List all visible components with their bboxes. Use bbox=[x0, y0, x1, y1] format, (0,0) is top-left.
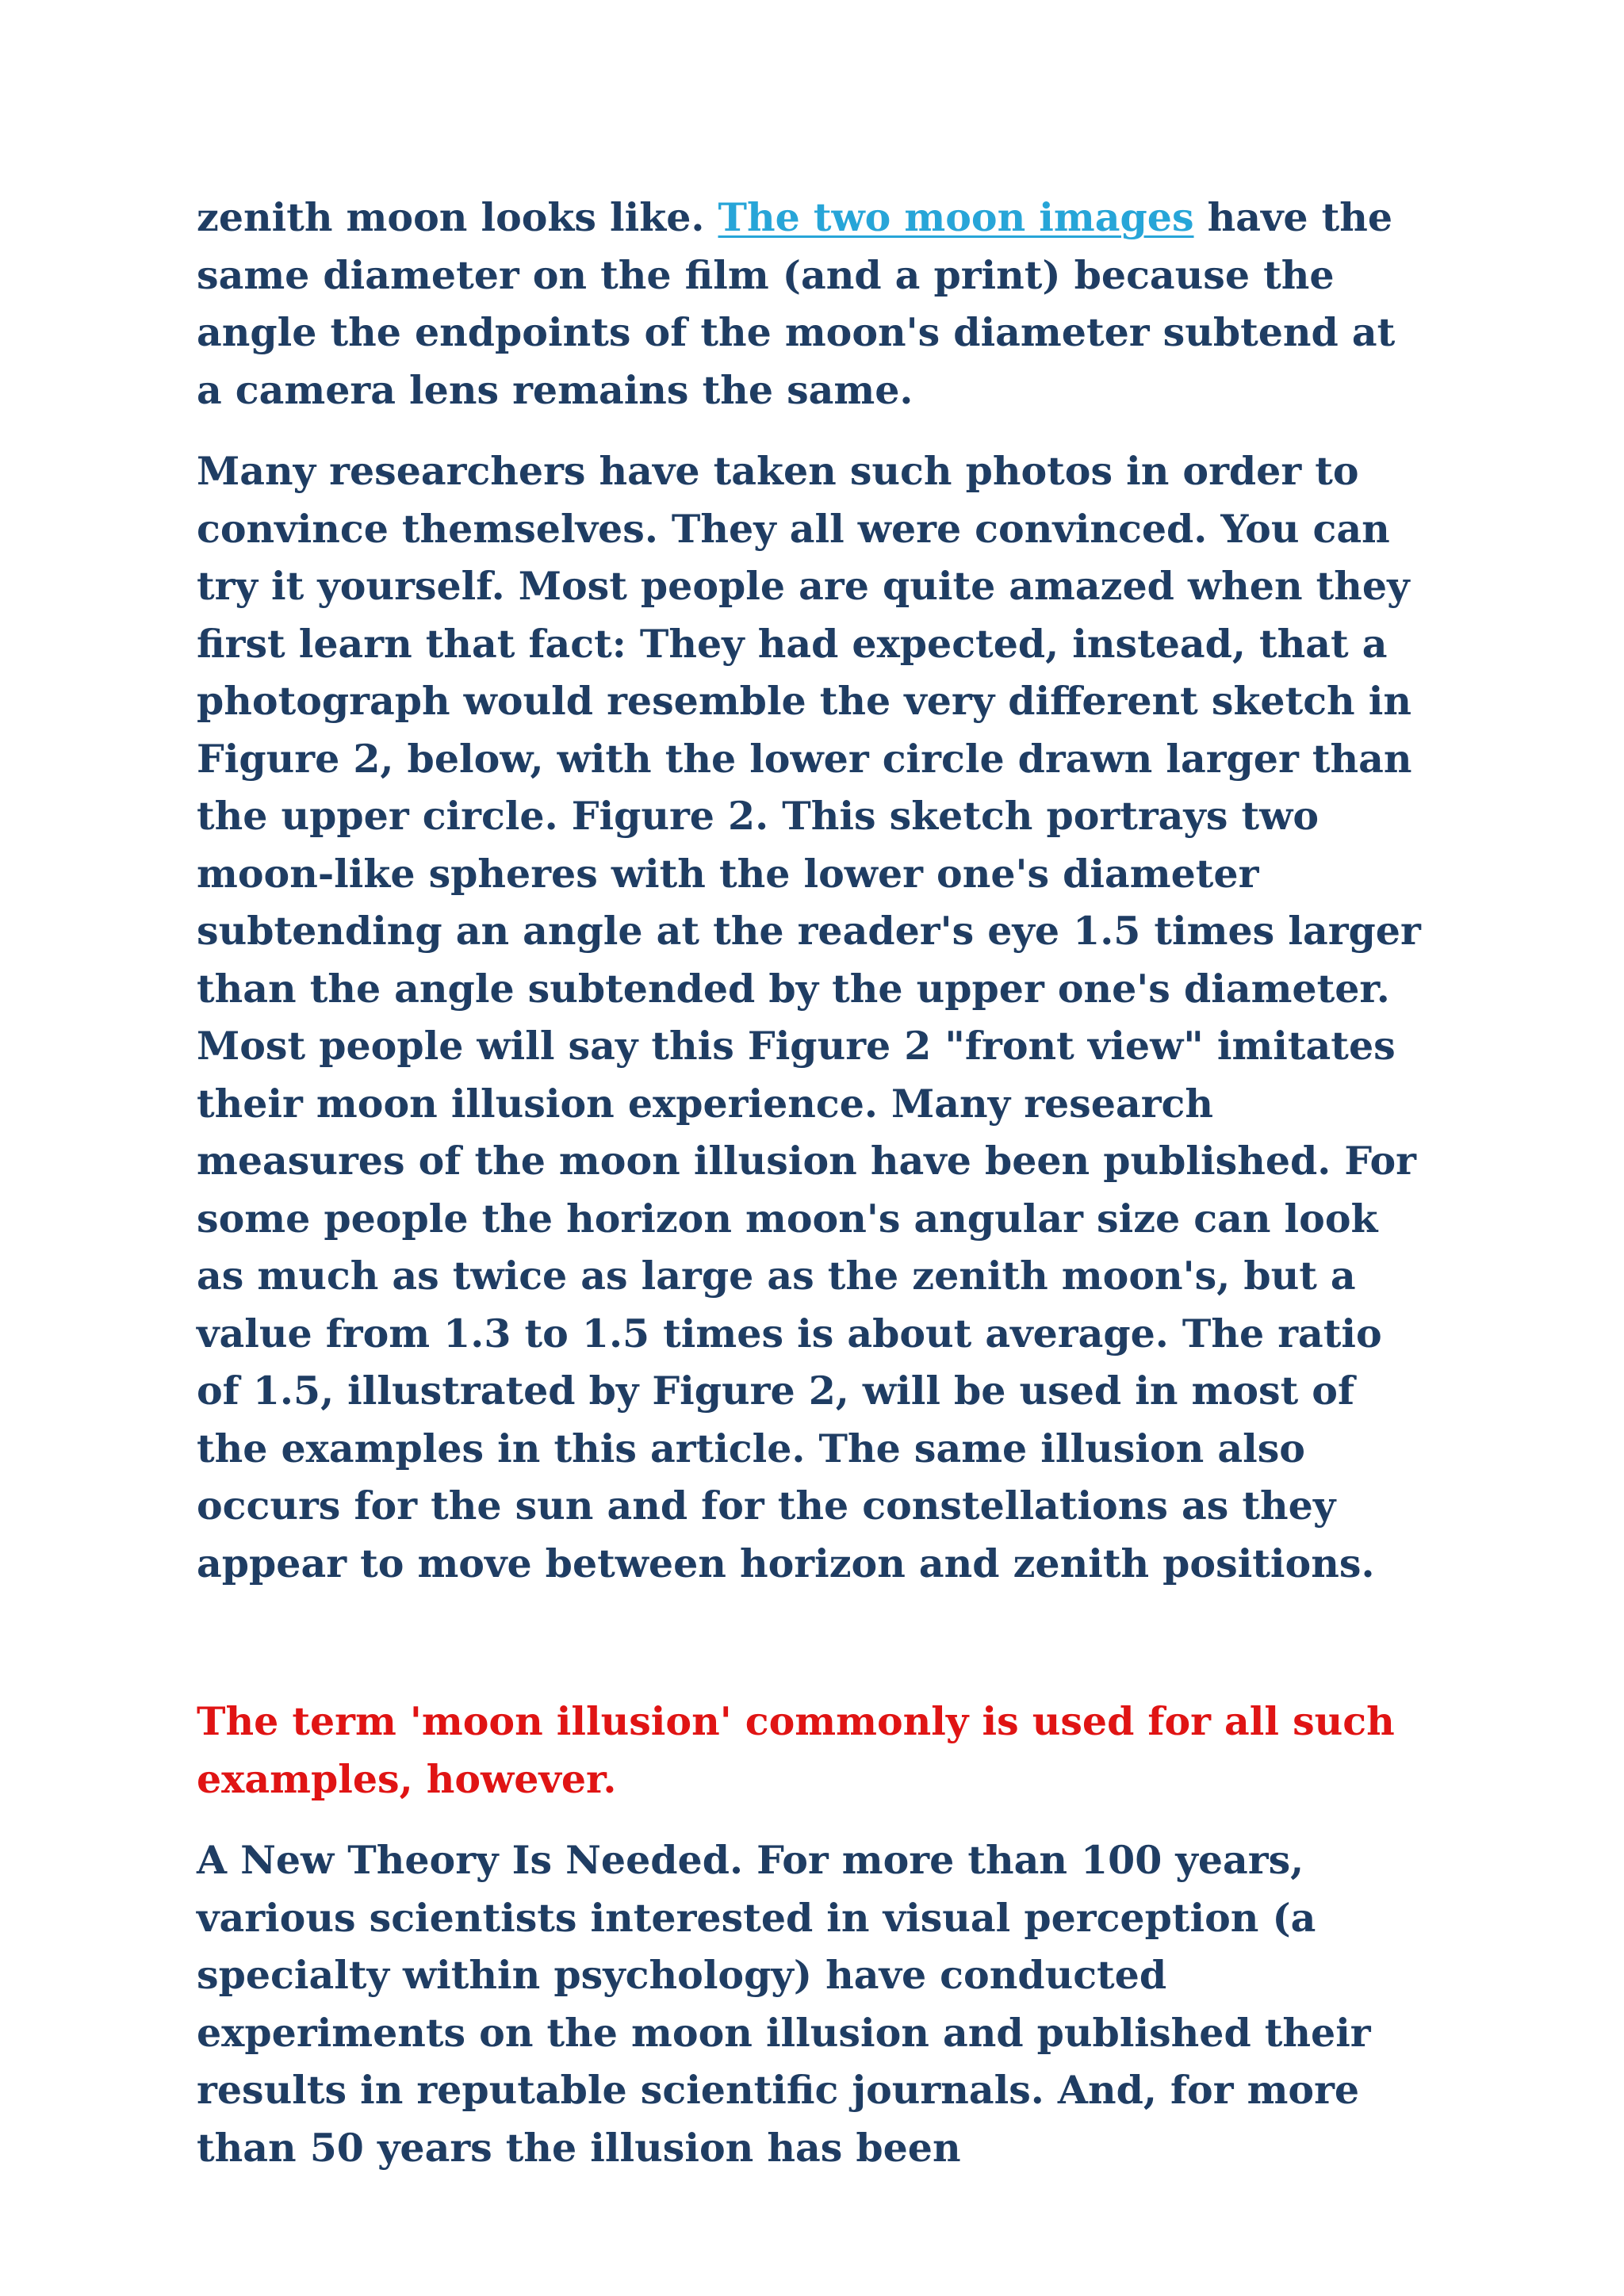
paragraph-new-theory: A New Theory Is Needed. For more than 100 years, various scientists interested in visual perception (a specialty within psychology) have conducted experiments on the moon illusion and published their results in reputable scientific journals. And, for more than 50 years the illusion has been bbox=[197, 1837, 1371, 2171]
paragraph-text: have the same diameter on the film (and a print) because the angle the endpoints of the moon's diameter subtend at a camera lens remains the same. bbox=[197, 194, 1396, 413]
moon-images-link[interactable]: The two moon images bbox=[718, 194, 1194, 240]
paragraph-researchers: Many researchers have taken such photos in order to convince themselves. They all were convinced. You can try it yourself. Most people are quite amazed when they first learn that fact: They had expected, instead, that a photograph would resemble the very different sketch in Figure 2, below, with the lower circle drawn larger than the upper circle. Figure 2. This sketch portrays two moon-like spheres with the lower one's diameter subtending an angle at the reader's eye 1.5 times larger than the angle subtended by the upper one's diameter. Most people will say this Figure 2 "front view" imitates their moon illusion experience. Many research measures of the moon illusion have been published. For some people the horizon moon's angular size can look as much as twice as large as the zenith moon's, but a value from 1.3 to 1.5 times is about average. The ratio of 1.5, illustrated by Figure 2, will be used in most of the examples in this article. The same illusion also occurs for the sun and for the constellations as they appear to move between horizon and zenith positions. bbox=[197, 448, 1421, 1586]
paragraph-term-highlight: The term 'moon illusion' commonly is used for all such examples, however. bbox=[197, 1698, 1395, 1802]
document-page bbox=[197, 189, 1434, 2176]
paragraph-text: zenith moon looks like. bbox=[197, 194, 718, 240]
paragraph-camera-lens bbox=[197, 189, 1434, 419]
